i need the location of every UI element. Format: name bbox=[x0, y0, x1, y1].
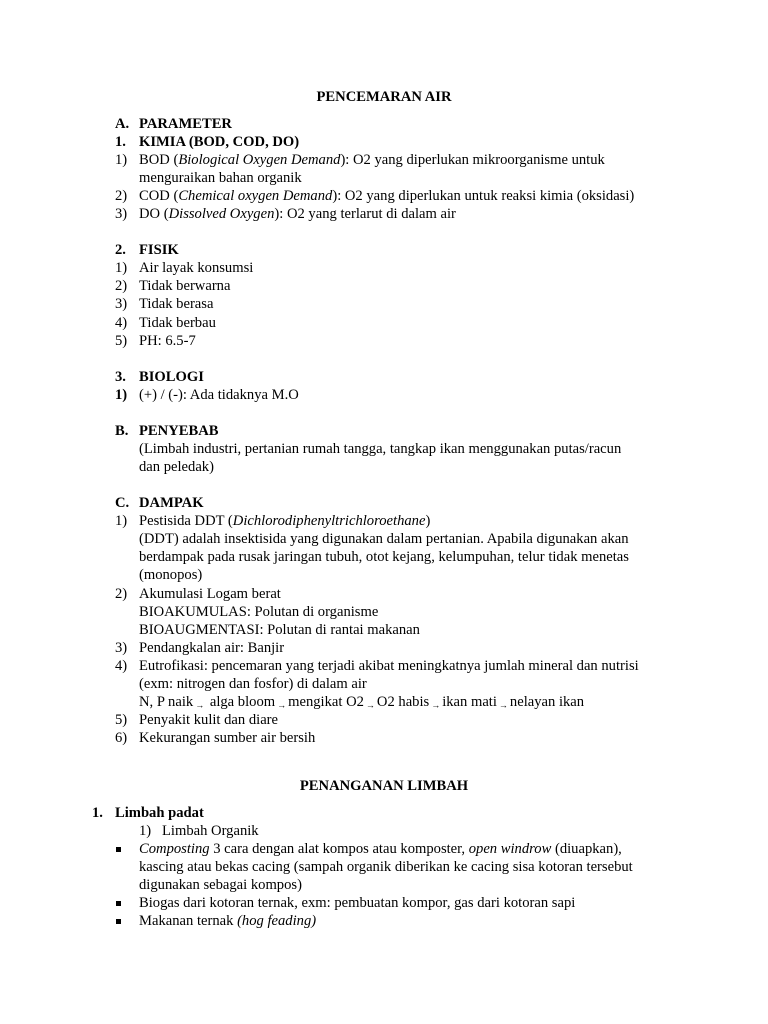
subsection-heading: BIOLOGI bbox=[139, 369, 204, 385]
list-marker: 1. bbox=[92, 805, 103, 821]
page-title: PENCEMARAN AIR bbox=[316, 89, 452, 105]
arrow-right-icon: → bbox=[195, 700, 205, 710]
item-text: DO (Dissolved Oxygen): O2 yang terlarut di dalam air bbox=[139, 206, 456, 222]
bullet-icon bbox=[116, 919, 121, 924]
arrow-right-icon: → bbox=[431, 700, 441, 710]
arrow-right-icon: → bbox=[498, 700, 508, 710]
chain-step: N, P naik bbox=[139, 694, 194, 710]
arrow-right-icon: → bbox=[365, 700, 375, 710]
chain-step: mengikat O2 bbox=[288, 694, 364, 710]
document-page: PENCEMARAN AIR A. PARAMETER 1. KIMIA (BOD, COD, DO) 1) BOD (Biological Oxygen Demand): O2 yang diperlukan mikroorganisme untuk menguraikan bahan organik 2) COD (Chemical oxygen Demand): O2 yang diperlukan untuk reaksi kimia (oksidasi) 3) DO (Dissolved Oxygen): O2 yang terlarut di dalam air 2. FISIK 1) Air layak konsumsi 2) Tidak berwarna 3) Tidak berasa 4) Tidak berbau 5) PH: 6.5-7 3. BIOLOGI 1) (+) / (-): Ada tidaknya M.O B. PENYEBAB (Limbah industri, pertanian rumah tangga, tangkap ikan menggunakan putas/racun dan peledak) C. DAMPAK 1) Pestisida DDT (Dichlorodiphenyltrichloroethane) (DDT) adalah insektisida yang digunakan dalam pertanian. Apabila digunakan akan berdampak pada rusak jaringan tubuh, otot kejang, kelumpuhan, telur tidak menetas (monopos) 2) Akumulasi Logam berat BIOAKUMULAS: Polutan di organisme BIOAUGMENTASI: Polutan di rantai makanan 3) Pendangkalan air: Banjir 4) Eutrofikasi: pencemaran yang terjadi akibat meningkatnya jumlah mineral dan nutrisi (exm: nitrogen dan fosfor) di dalam air N, P naik → alga bloom → mengikat O2 → O2 habis → ikan mati → nelayan ikan 5) Penyakit kulit dan diare 6) Kekurangan sumber air bersih PENANGANAN LIMBAH 1. Limbah padat 1) Limbah Organik Composting 3 cara dengan alat kompos atau komposter, open windrow (diuapkan), kascing atau bekas cacing (sampah organik diberikan ke cacing sisa kotoran tersebut digunakan sebagai kompos) Biogas dari kotoran ternak, exm: pembuatan kompor, gas dari kotoran sapi Makanan ternak (hog feading) bbox=[0, 0, 768, 1024]
bullet-icon bbox=[116, 847, 121, 852]
section-marker: A. bbox=[115, 116, 130, 132]
item-text: BOD (Biological Oxygen Demand): O2 yang diperlukan mikroorganisme untuk bbox=[139, 152, 605, 168]
list-marker: 1. bbox=[115, 134, 126, 150]
chain-step: nelayan ikan bbox=[509, 694, 585, 710]
subsection-heading: KIMIA (BOD, COD, DO) bbox=[139, 134, 300, 150]
chain-step: alga bloom bbox=[209, 694, 276, 710]
item-text: COD (Chemical oxygen Demand): O2 yang diperlukan untuk reaksi kimia (oksidasi) bbox=[139, 188, 635, 204]
section-heading: PENYEBAB bbox=[139, 423, 219, 439]
section-marker: B. bbox=[115, 423, 129, 439]
arrow-right-icon: → bbox=[277, 700, 287, 710]
item-number: 3) bbox=[115, 206, 128, 222]
chain-step: ikan mati bbox=[442, 694, 497, 710]
subsection-heading: FISIK bbox=[139, 242, 179, 258]
chain-step: O2 habis bbox=[376, 694, 430, 710]
item-number: 1) bbox=[115, 152, 128, 168]
item-number: 2) bbox=[115, 188, 128, 204]
section-heading: PARAMETER bbox=[139, 116, 232, 132]
bullet-icon bbox=[116, 901, 121, 906]
section-heading: DAMPAK bbox=[139, 495, 204, 511]
section-title: PENANGANAN LIMBAH bbox=[299, 778, 469, 794]
subsection-heading: Limbah padat bbox=[115, 805, 204, 821]
list-marker: 2. bbox=[115, 242, 126, 258]
list-marker: 3. bbox=[115, 369, 126, 385]
section-marker: C. bbox=[115, 495, 130, 511]
